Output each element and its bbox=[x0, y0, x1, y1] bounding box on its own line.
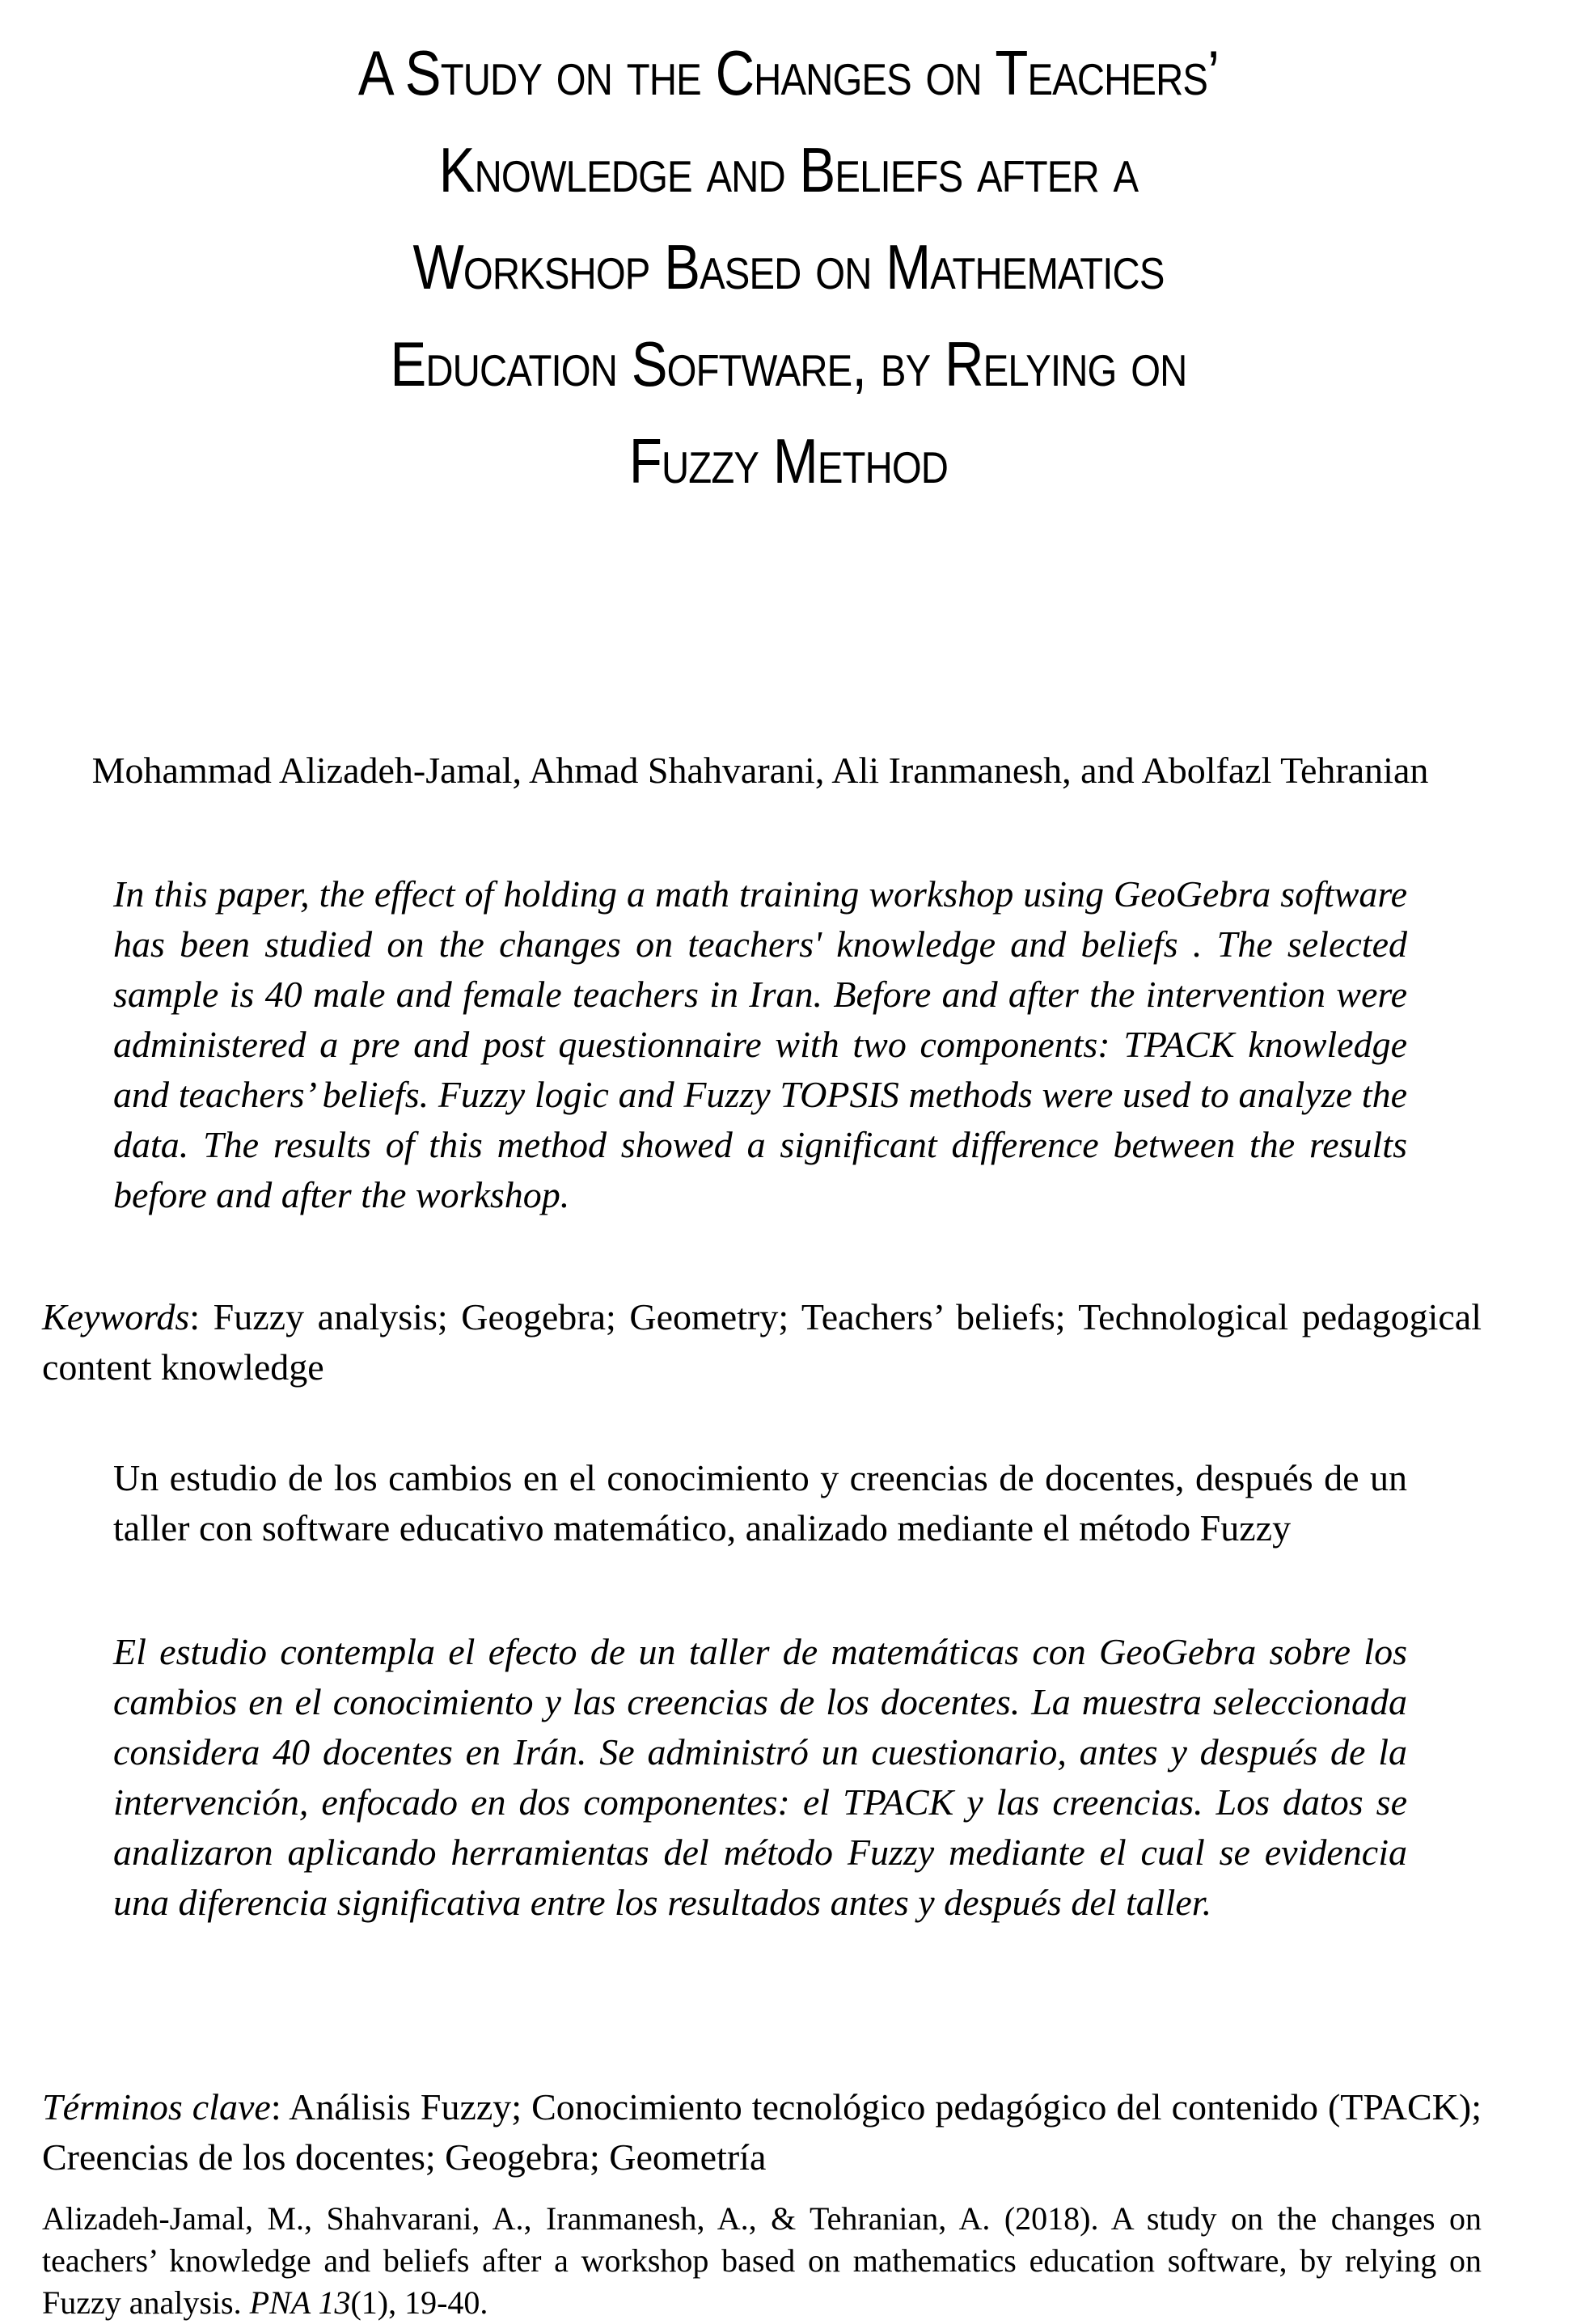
abstract-spanish: El estudio contempla el efecto de un taller de matemáticas con GeoGebra sobre los cambios en el conocimiento y las creencias de los docentes. La muestra seleccionada considera 40 docentes en Irán. Se administró un cuestionario, antes y después de la intervención, enfocado en dos componentes: el TPACK y las creencias. Los datos se analizaron aplicando herramientas del método Fuzzy mediante el cual se evidencia una diferencia significativa entre los resultados antes y después del taller. bbox=[113, 1631, 1407, 1923]
abstract-english: In this paper, the effect of holding a math training workshop using GeoGebra software has been studied on the changes on teachers' knowledge and beliefs . The selected sample is 40 male and female teachers in Iran. Before and after the intervention were administered a pre and post questionnaire with two components: TPACK knowledge and teachers’ beliefs. Fuzzy logic and Fuzzy TOPSIS methods were used to analyze the data. The results of this method showed a significant difference between the results before and after the workshop. bbox=[113, 873, 1407, 1215]
terminos-label: Términos clave bbox=[42, 2086, 271, 2128]
terminos-clave-section bbox=[42, 2082, 1482, 2182]
terminos-text: Análisis Fuzzy; Conocimiento tecnológico pedagógico del contenido (TPACK); Creencias de los docentes; Geogebra; Geometría bbox=[42, 2086, 1482, 2178]
keywords-text: Fuzzy analysis; Geogebra; Geometry; Teachers’ beliefs; Technological pedagogical content knowledge bbox=[42, 1296, 1482, 1388]
keywords-label: Keywords bbox=[42, 1296, 190, 1337]
keywords-section bbox=[42, 1292, 1482, 1392]
title-line: Knowledge and Beliefs after a bbox=[438, 134, 1139, 205]
citation-issue: (1), 19-40. bbox=[350, 2284, 488, 2321]
citation-journal: PNA 13 bbox=[249, 2284, 351, 2321]
title-line: Fuzzy Method bbox=[628, 425, 949, 496]
author-list: Mohammad Alizadeh-Jamal, Ahmad Shahvarani, Ali Iranmanesh, and Abolfazl Tehranian bbox=[91, 750, 1429, 791]
terminos-separator: : bbox=[270, 2086, 281, 2128]
paper-title bbox=[152, 24, 1425, 509]
title-line: Education Software, by Relying on bbox=[390, 328, 1187, 399]
spanish-title: Un estudio de los cambios en el conocimiento y creencias de docentes, después de un taller con software educativo matemático, analizado mediante el método Fuzzy bbox=[113, 1457, 1407, 1549]
title-line: A Study on the Changes on Teachers’ bbox=[357, 37, 1220, 108]
title-line: Workshop Based on Mathematics bbox=[412, 231, 1165, 302]
keywords-separator: : bbox=[189, 1296, 201, 1337]
citation bbox=[42, 2198, 1482, 2324]
citation-text: Alizadeh-Jamal, M., Shahvarani, A., Iranmanesh, A., & Tehranian, A. (2018). A study on the changes on teachers’ knowledge and beliefs after a workshop based on mathematics education software, by relying on Fuzzy analysis. bbox=[42, 2200, 1482, 2321]
